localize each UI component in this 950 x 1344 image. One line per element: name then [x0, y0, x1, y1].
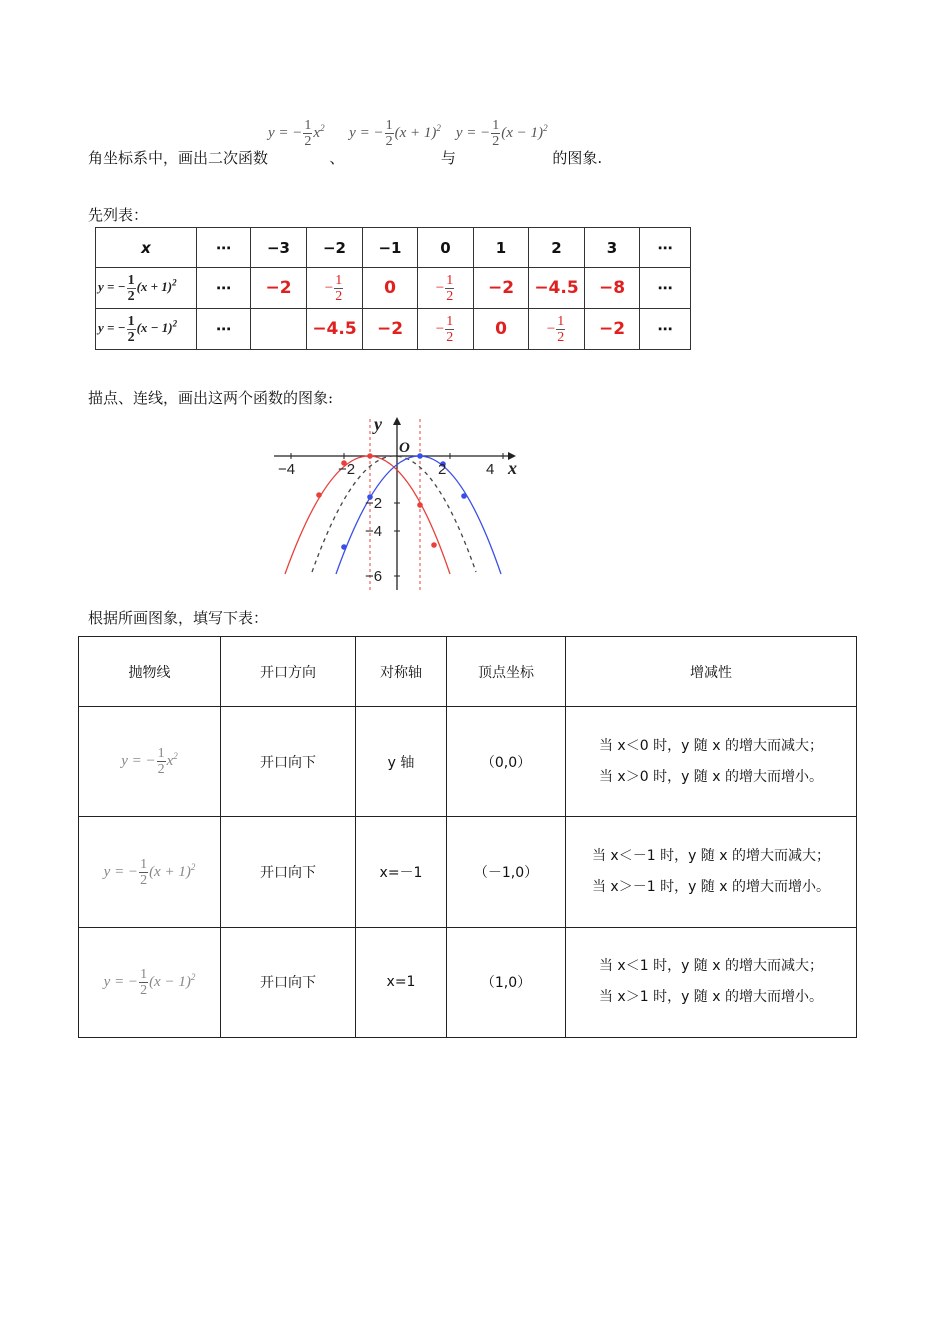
row1-label: y = − $\frac{1}{2}$ $(x + 1)^2$ [96, 268, 197, 309]
parabola-cell: y = − $\frac{1}{2}$ $(x - 1)^2$ [79, 927, 221, 1037]
point [316, 492, 322, 498]
cell: ⋯ [640, 268, 691, 309]
axis-cell: x=－1 [356, 817, 447, 927]
cell: −2 [585, 309, 640, 350]
cell: − $\frac{1}{2}$ [529, 309, 585, 350]
header-cell: −1 [363, 228, 418, 268]
point [341, 544, 347, 550]
intro-suffix: 的图象. [552, 148, 603, 167]
intro-prefix: 角坐标系中，画出二次函数 [88, 148, 269, 167]
header-cell: −2 [307, 228, 363, 268]
header-cell: −3 [251, 228, 307, 268]
monotonicity-cell: 当 x＜1 时，y 随 x 的增大而减大； 当 x＞1 时，y 随 x 的增大而增小。 [566, 927, 857, 1037]
cell: ⋯ [640, 309, 691, 350]
x-tick-label: −4 [278, 461, 296, 478]
table2-header-row [79, 637, 857, 707]
parabola-cell: y = − $\frac{1}{2}$ $x^2$ [79, 707, 221, 817]
y-tick-label: −4 [365, 523, 383, 540]
value-table [95, 227, 691, 350]
formula-2: y = − $\frac{1}{2}$ $(x + 1)^2$ [349, 118, 441, 149]
table1-row-1 [96, 268, 691, 309]
cell [251, 309, 307, 350]
curve-right [336, 456, 501, 574]
y-tick-label: −6 [365, 568, 383, 585]
point [461, 493, 467, 499]
header-monotonicity: 增减性 [566, 637, 857, 707]
opening-cell: 开口向下 [221, 817, 356, 927]
cell: − $\frac{1}{2}$ [418, 268, 474, 309]
header-cell: 2 [529, 228, 585, 268]
point [417, 502, 423, 508]
header-cell: 1 [474, 228, 529, 268]
table1-header-row [96, 228, 691, 268]
header-parabola: 抛物线 [79, 637, 221, 707]
header-cell: 0 [418, 228, 474, 268]
opening-cell: 开口向下 [221, 927, 356, 1037]
x-axis-label: x [508, 458, 517, 478]
point [367, 453, 373, 459]
vertex-cell: （－1,0） [447, 817, 566, 927]
parabola-graph [268, 414, 530, 594]
table2-row [79, 707, 857, 817]
header-opening: 开口方向 [221, 637, 356, 707]
row2-label: y = − $\frac{1}{2}$ $(x - 1)^2$ [96, 309, 197, 350]
cell: −2 [251, 268, 307, 309]
list-heading: 先列表： [88, 206, 149, 224]
x-tick-label: 4 [486, 461, 495, 478]
cell: ⋯ [197, 268, 251, 309]
vertex-cell: （1,0） [447, 927, 566, 1037]
intro-sep1: 、 [329, 148, 345, 167]
x-tick-label: 2 [438, 461, 447, 478]
properties-table [78, 636, 857, 1038]
cell: ⋯ [197, 309, 251, 350]
axis-cell: x=1 [356, 927, 447, 1037]
monotonicity-cell: 当 x＜－1 时，y 随 x 的增大而减大； 当 x＞－1 时，y 随 x 的增大而增小。 [566, 817, 857, 927]
cell: −2 [474, 268, 529, 309]
axis-cell: y 轴 [356, 707, 447, 817]
cell: −4.5 [307, 309, 363, 350]
y-tick-label: −2 [365, 495, 383, 512]
cell: − $\frac{1}{2}$ [418, 309, 474, 350]
header-vertex: 顶点坐标 [447, 637, 566, 707]
y-axis-label: y [374, 414, 382, 434]
fill-heading: 根据所画图象，填写下表： [88, 609, 269, 627]
point [431, 542, 437, 548]
intro-line [88, 118, 602, 168]
header-cell: ⋯ [197, 228, 251, 268]
cell: −2 [363, 309, 418, 350]
header-cell: ⋯ [640, 228, 691, 268]
x-tick-label: −2 [338, 461, 356, 478]
cell: 0 [363, 268, 418, 309]
header-cell: 3 [585, 228, 640, 268]
vertex-cell: （0,0） [447, 707, 566, 817]
curve-left [285, 456, 450, 574]
opening-cell: 开口向下 [221, 707, 356, 817]
table2-row [79, 817, 857, 927]
cell: −4.5 [529, 268, 585, 309]
table1-row-2 [96, 309, 691, 350]
origin-label: O [399, 440, 410, 456]
monotonicity-cell: 当 x＜0 时，y 随 x 的增大而减大； 当 x＞0 时，y 随 x 的增大而增小。 [566, 707, 857, 817]
formula-3: y = − $\frac{1}{2}$ $(x - 1)^2$ [455, 118, 548, 149]
intro-sep2: 与 [440, 148, 456, 167]
point [417, 453, 423, 459]
parabola-cell: y = − $\frac{1}{2}$ $(x + 1)^2$ [79, 817, 221, 927]
table2-row [79, 927, 857, 1037]
draw-heading: 描点、连线，画出这两个函数的图象: [88, 389, 334, 407]
cell: −8 [585, 268, 640, 309]
header-x: x [96, 228, 197, 268]
header-axis: 对称轴 [356, 637, 447, 707]
formula-1: y = − $\frac{1}{2}$ $x^2$ [268, 118, 325, 149]
cell: 0 [474, 309, 529, 350]
y-axis-arrow [393, 417, 401, 425]
cell: − $\frac{1}{2}$ [307, 268, 363, 309]
